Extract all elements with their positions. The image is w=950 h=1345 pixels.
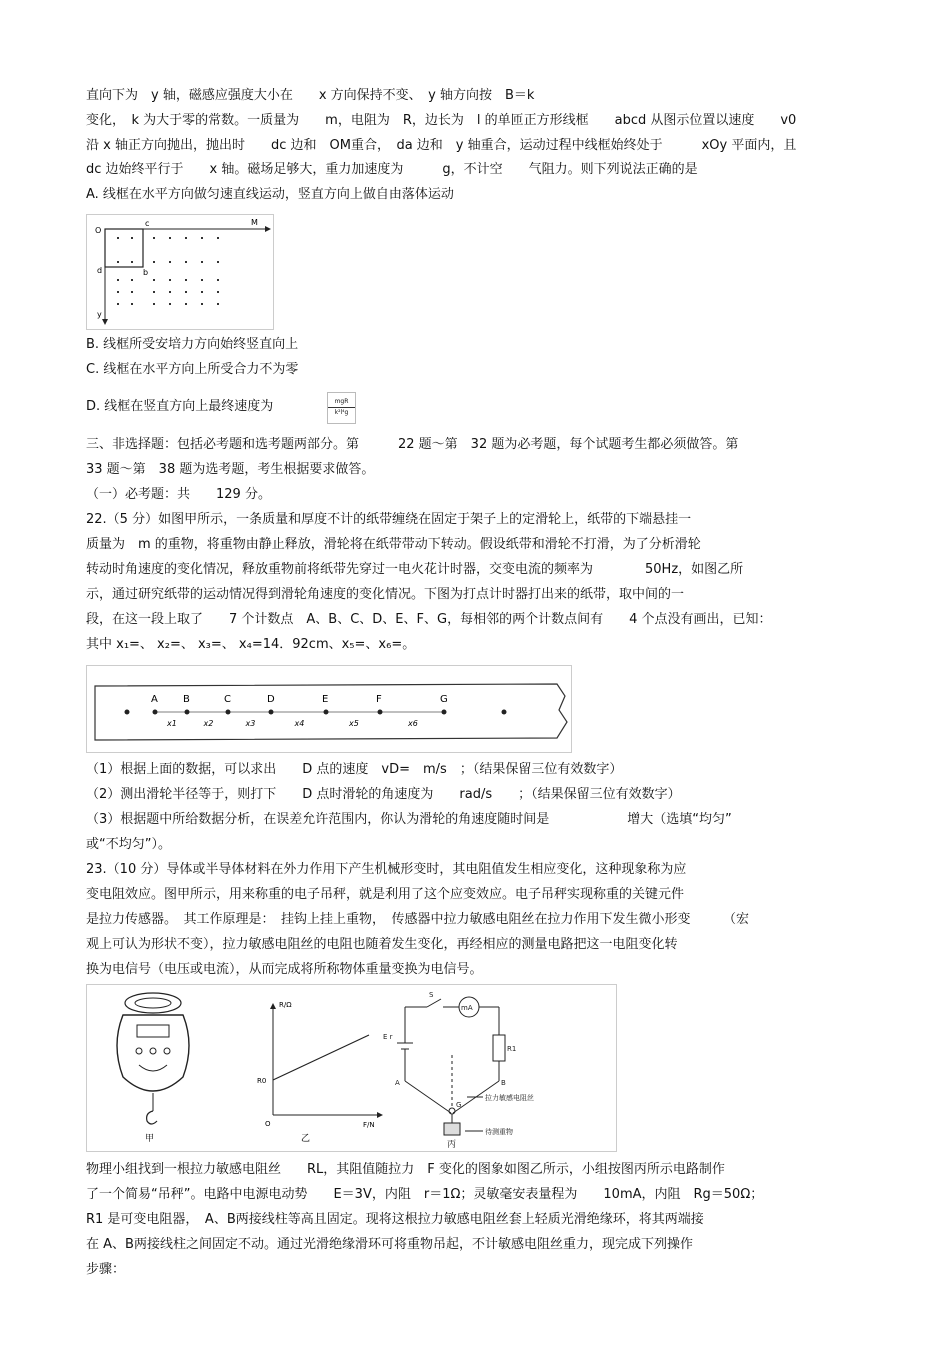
q22-line-3: 转动时角速度的变化情况，释放重物前将纸带先穿过一电火花计时器，交变电流的频率为 50Hz，如图乙所 (86, 562, 744, 577)
q22-part1: （1）根据上面的数据，可以求出 D 点的速度 vD= m/s ；（结果保留三位有效数字） (86, 762, 623, 777)
graph-origin: O (265, 1120, 271, 1128)
q22-line-4: 示，通过研究纸带的运动情况得到滑轮角速度的变化情况。下图为打点计时器打出来的纸带，取中间的一 (86, 587, 685, 602)
option-a: A. 线框在水平方向做匀速直线运动，竖直方向上做自由落体运动 (86, 187, 454, 202)
tape-segment-label: x4 (294, 719, 305, 728)
option-c: C. 线框在水平方向上所受合力不为零 (86, 362, 299, 377)
tape-point-e (324, 710, 329, 715)
tape-point-label: G (440, 694, 448, 705)
q22-line-1: 22.（5 分）如图甲所示，一条质量和厚度不计的纸带缠绕在固定于架子上的定滑轮上，纸带的下端悬挂一 (86, 512, 692, 527)
paper-tape-figure (86, 665, 572, 753)
field-dots (117, 237, 219, 305)
tape-point-f (378, 710, 383, 715)
q23-line-6: 物理小组找到一根拉力敏感电阻丝 RL，其阻值随拉力 F 变化的图象如图乙所示，小组按图丙所示电路制作 (86, 1162, 725, 1177)
tape-point-label: C (224, 694, 231, 705)
formula-denominator: k²l⁴g (334, 409, 349, 416)
label-m: M (251, 218, 258, 227)
tape-segment-label: x1 (167, 719, 177, 728)
q22-line-2: 质量为 m 的重物，将重物由静止释放，滑轮将在纸带带动下转动。假设纸带和滑轮不打滑，为了分析滑轮 (86, 537, 701, 552)
label-c: c (145, 219, 150, 228)
text-line-9: 三、非选择题：包括必考题和选考题两部分。第 22 题～第 32 题为必考题，每个试题考生都必须做答。第 (86, 437, 739, 452)
tape-point-label: B (183, 694, 190, 705)
label-b: B (501, 1079, 506, 1087)
resistance-force-graph (257, 1001, 383, 1144)
q23-line-2: 变电阻效应。图甲所示，用来称重的电子吊秤，就是利用了这个应变效应。电子吊秤实现称重的关键元件 (86, 887, 685, 902)
scale-graph-circuit-figure (86, 984, 617, 1152)
q23-line-1: 23.（10 分）导体或半导体材料在外力作用下产生机械形变时，其电阻值发生相应变化，这种现象称为应 (86, 862, 687, 877)
label-r1: R1 (507, 1045, 517, 1053)
label-b: b (143, 268, 149, 277)
tape-segment-label: x5 (349, 719, 359, 728)
graph-r0: R0 (257, 1077, 267, 1085)
label-meter: mA (461, 1004, 473, 1012)
label-y: y (97, 310, 102, 319)
tape-point-label: E (322, 694, 329, 705)
q23-line-3: 是拉力传感器。 其工作原理是： 挂钩上挂上重物， 传感器中拉力敏感电阻丝在拉力作用下发生微小形变 （宏 (86, 912, 750, 927)
q22-part2: （2）测出滑轮半径等于，则打下 D 点时滑轮的角速度为 rad/s ；（结果保留三位有效数字） (86, 787, 681, 802)
text-line-3: 沿 x 轴正方向抛出，抛出时 dc 边和 OM重合， da 边和 y 轴重合，运动过程中线框始终处于 xOy 平面内，且 (86, 138, 797, 153)
circuit-diagram (397, 997, 505, 1135)
formula-numerator: mgR (328, 397, 355, 408)
tape-segment-label: x3 (245, 719, 256, 728)
label-wire: 拉力敏感电阻丝 (485, 1094, 534, 1102)
label-d: d (97, 266, 103, 275)
graph-xlabel: F/N (363, 1121, 375, 1129)
tape-point-c (226, 710, 231, 715)
label-weight: 待测重物 (485, 1128, 513, 1136)
magnetic-field-figure (86, 214, 274, 330)
text-line-1: 直向下为 y 轴，磁感应强度大小在 x 方向保持不变、 y 轴方向按 B＝k (86, 88, 535, 103)
label-jia: 甲 (145, 1134, 155, 1144)
tape-segment-label: x6 (408, 719, 418, 728)
paper-tape-svg (87, 666, 571, 752)
tape-segment-label: x2 (203, 719, 214, 728)
q22-line-6: 其中 x₁=、 x₂=、 x₃=、 x₄=14．92cm、x₅=、x₆=。 (86, 637, 416, 652)
q22-part3: （3）根据题中所给数据分析，在误差允许范围内，你认为滑轮的角速度随时间是 增大（选填“均匀” (86, 812, 732, 827)
option-b: B. 线框所受安培力方向始终竖直向上 (86, 337, 299, 352)
label-switch: S (429, 991, 434, 999)
text-line-11: （一）必考题：共 129 分。 (86, 487, 271, 502)
tape-point-label: A (151, 694, 158, 705)
tape-points (151, 694, 448, 728)
label-a: A (395, 1079, 400, 1087)
q23-line-4: 观上可认为形状不变），拉力敏感电阻丝的电阻也随着发生变化，再经相应的测量电路把这一电阻变化转 (86, 937, 678, 952)
q23-line-7: 了一个简易“吊秤”。电路中电源电动势 E＝3V，内阻 r＝1Ω；灵敏毫安表量程为 10mA，内阻 Rg＝50Ω； (86, 1187, 764, 1202)
label-g: G (456, 1101, 462, 1109)
tape-point-b (185, 710, 190, 715)
label-o: O (95, 226, 102, 235)
q22-line-5: 段，在这一段上取了 7 个计数点 A、B、C、D、E、F、G，每相邻的两个计数点间有 4 个点没有画出，已知： (86, 612, 772, 627)
label-source: E r (383, 1033, 393, 1041)
text-line-10: 33 题～第 38 题为选考题，考生根据要求做答。 (86, 462, 375, 477)
graph-ylabel: R/Ω (279, 1001, 292, 1009)
electronic-scale-drawing (117, 993, 189, 1144)
tape-point-label: D (267, 694, 275, 705)
tape-point-d (269, 710, 274, 715)
formula-box (327, 392, 356, 424)
q23-line-8: R1 是可变电阻器， A、B两接线柱等高且固定。现将这根拉力敏感电阻丝套上轻质光滑绝缘环，将其两端接 (86, 1212, 704, 1227)
option-d: D. 线框在竖直方向上最终速度为 (86, 399, 274, 414)
q23-line-9: 在 A、B两接线柱之间固定不动。通过光滑绝缘滑环可将重物吊起，不计敏感电阻丝重力，现完成下列操作 (86, 1237, 693, 1252)
magnetic-field-svg (87, 215, 273, 329)
q23-line-5: 换为电信号（电压或电流），从而完成将所称物体重量变换为电信号。 (86, 962, 483, 977)
text-line-4: dc 边始终平行于 x 轴。磁场足够大，重力加速度为 g，不计空 气阻力。则下列说法正确的是 (86, 162, 698, 177)
tape-point-g (442, 710, 447, 715)
label-bing: 丙 (447, 1140, 457, 1150)
q22-part3-cont: 或“不均匀”）。 (86, 837, 171, 852)
tape-point-label: F (376, 694, 382, 705)
q23-line-10: 步骤： (86, 1262, 126, 1277)
tape-point-a (153, 710, 158, 715)
label-yi: 乙 (301, 1134, 311, 1144)
text-line-2: 变化， k 为大于零的常数。一质量为 m，电阻为 R，边长为 l 的单匝正方形线框 abcd 从图示位置以速度 v0 (86, 113, 797, 128)
scale-graph-circuit-svg (87, 985, 616, 1151)
